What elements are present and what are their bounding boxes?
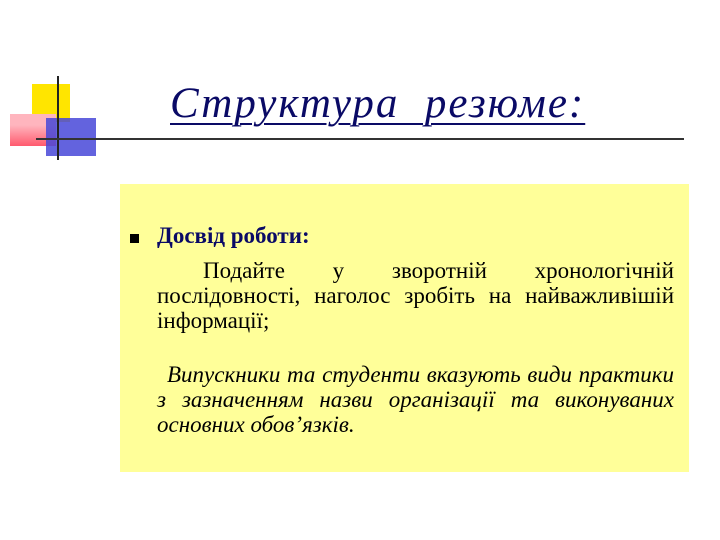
bullet-heading: Досвід роботи: bbox=[157, 223, 310, 248]
bullet-paragraph: Подайте у зворотній хронологічній послідовності, наголос зробіть на найважливішій інформації; bbox=[157, 258, 674, 333]
title-divider-line bbox=[36, 138, 684, 140]
logo-vertical-line bbox=[57, 76, 59, 160]
slide-title: Структура резюме: bbox=[170, 80, 586, 127]
logo-blue-square bbox=[46, 118, 96, 156]
bullet-note: Випускники та студенти вказують види практики з зазначенням назви організації та виконуваних основних обов’язків. bbox=[157, 362, 674, 437]
bullet-square-icon bbox=[130, 234, 139, 243]
